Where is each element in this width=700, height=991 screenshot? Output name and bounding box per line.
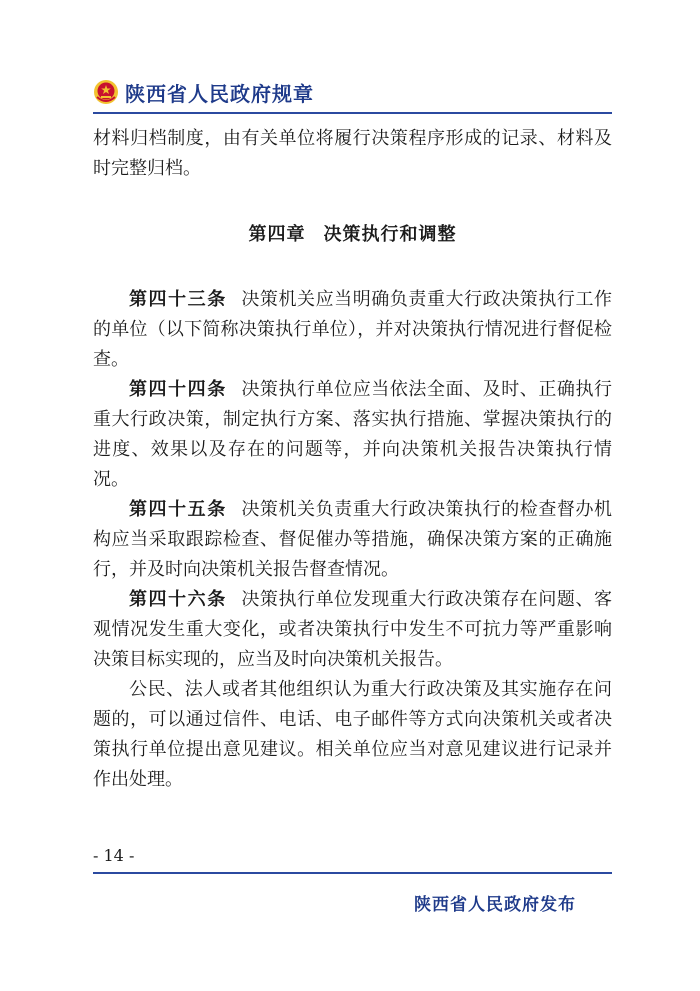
page-number: - 14 - xyxy=(93,846,135,865)
page-header xyxy=(93,74,314,110)
article-44 xyxy=(93,375,612,495)
header-divider xyxy=(93,112,612,114)
article-text: 决策机关应当明确负责重大行政决策执行工作的单位（以下简称决策执行单位），并对决策执行情况进行督促检查。 xyxy=(93,289,613,370)
header-title: 陕西省人民政府规章 xyxy=(125,81,314,106)
article-46 xyxy=(93,585,612,675)
footer-divider xyxy=(93,872,612,874)
chapter-heading xyxy=(93,220,612,250)
chapter-title: 决策执行和调整 xyxy=(323,224,457,245)
article-number: 第四十三条 xyxy=(129,289,227,310)
national-emblem-icon xyxy=(93,79,119,105)
document-body xyxy=(93,124,612,795)
continuation-paragraph: 材料归档制度，由有关单位将履行决策程序形成的记录、材料及时完整归档。 xyxy=(93,128,612,179)
article-45 xyxy=(93,495,612,585)
article-text: 决策执行单位应当依法全面、及时、正确执行重大行政决策，制定执行方案、落实执行措施、掌握决策执行的进度、效果以及存在的问题等，并向决策机关报告决策执行情况。 xyxy=(93,379,613,490)
feedback-paragraph: 公民、法人或者其他组织认为重大行政决策及其实施存在问题的，可以通过信件、电话、电子邮件等方式向决策机关或者决策执行单位提出意见建议。相关单位应当对意见建议进行记录并作出处理。 xyxy=(93,679,612,790)
article-number: 第四十四条 xyxy=(129,379,227,400)
article-43 xyxy=(93,285,612,375)
article-number: 第四十六条 xyxy=(129,589,227,610)
footer-publisher: 陕西省人民政府发布 xyxy=(414,895,576,915)
article-text: 决策机关负责重大行政决策执行的检查督办机构应当采取跟踪检查、督促催办等措施，确保决策方案的正确施行，并及时向决策机关报告督查情况。 xyxy=(93,499,613,580)
article-number: 第四十五条 xyxy=(129,499,227,520)
chapter-number: 第四章 xyxy=(248,224,306,245)
article-text: 决策执行单位发现重大行政决策存在问题、客观情况发生重大变化，或者决策执行中发生不可抗力等严重影响决策目标实现的，应当及时向决策机关报告。 xyxy=(93,589,613,670)
